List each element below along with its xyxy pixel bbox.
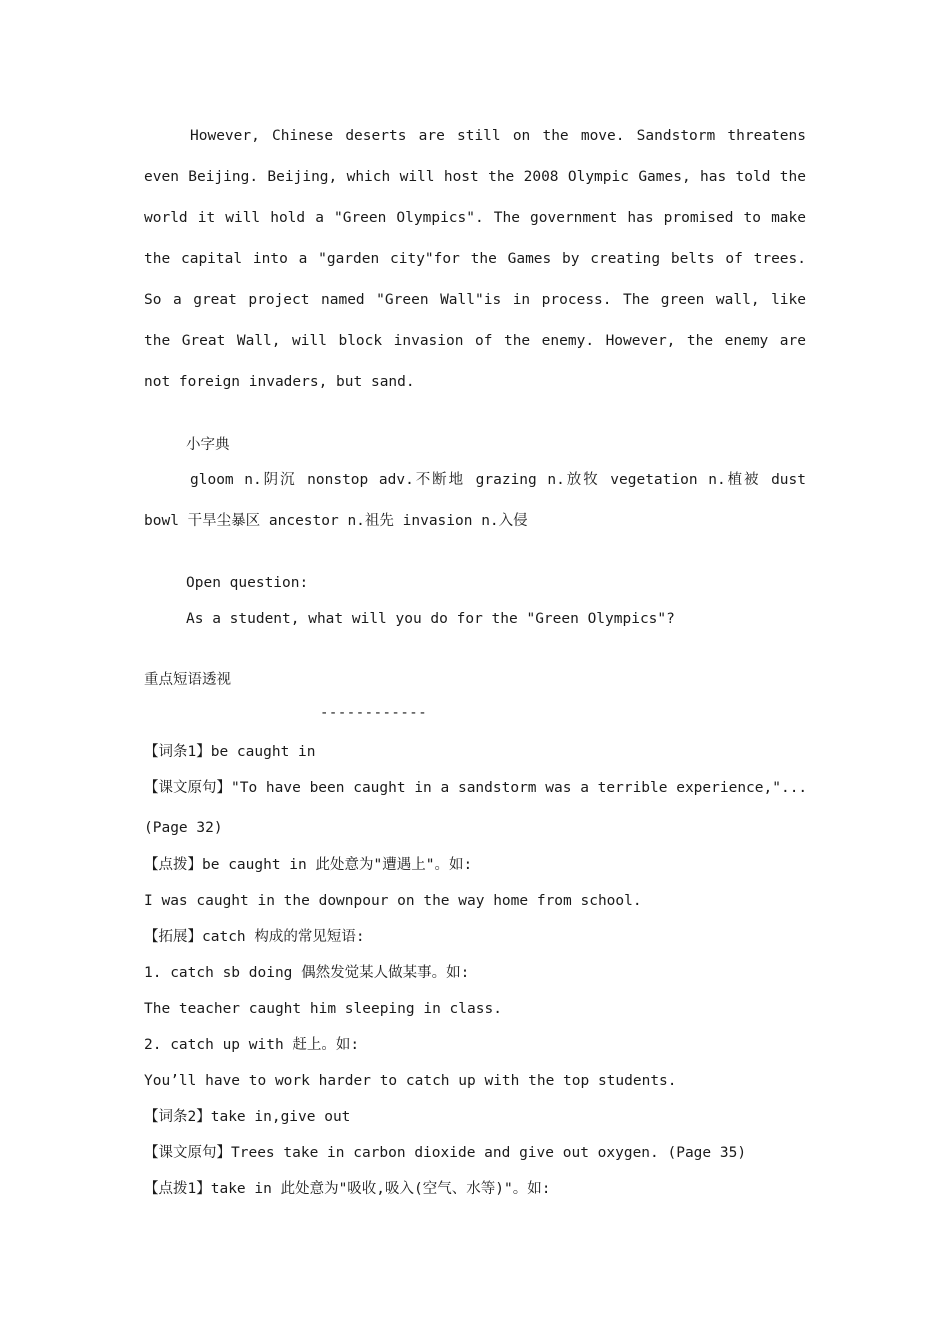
entry-extension-1: 【拓展】catch 构成的常见短语: (144, 929, 365, 945)
glossary-entries: gloom n.阴沉 nonstop adv.不断地 grazing n.放牧 vegetation n.植被 dust bowl 干旱尘暴区 ancestor n.祖先 invasion n.入侵 (144, 472, 806, 529)
section-divider: ------------ (320, 705, 428, 721)
entry-extension-example-2: You’ll have to work harder to catch up with the top students. (144, 1073, 677, 1089)
entry-extension-example-1: The teacher caught him sleeping in class. (144, 1001, 502, 1017)
entry-extension-item-2: 2. catch up with 赶上。如: (144, 1037, 360, 1053)
entry-original-sentence-2: 【课文原句】Trees take in carbon dioxide and give out oxygen. (Page 35) (144, 1145, 747, 1161)
entry-extension-item-1: 1. catch sb doing 偶然发觉某人做某事。如: (144, 965, 470, 981)
entry-page-ref-1: (Page 32) (144, 820, 223, 836)
article-paragraph: However, Chinese deserts are still on the move. Sandstorm threatens even Beijing. Beijing, which will host the 2008 Olympic Games, has told the world it will hold a "Green Olympics". The government has promised to make the capital into a "garden city"for the Games by creating belts of trees. So a great project named "Green Wall"is in process. The green wall, like the Great Wall, will block invasion of the enemy. However, the enemy are not foreign invaders, but sand. (144, 128, 806, 390)
entry-note-2: 【点拨1】take in 此处意为"吸收,吸入(空气、水等)"。如: (144, 1181, 551, 1197)
entry-note-1: 【点拨】be caught in 此处意为"遭遇上"。如: (144, 857, 473, 873)
open-question-text: As a student, what will you do for the "Green Olympics"? (186, 611, 675, 627)
entry-example-1: I was caught in the downpour on the way home from school. (144, 893, 642, 909)
glossary-title: 小字典 (186, 437, 230, 453)
entry-original-sentence-1: 【课文原句】"To have been caught in a sandstorm was a terrible experience,"... (144, 780, 808, 796)
open-question-label: Open question: (186, 575, 309, 591)
entry-heading-1: 【词条1】be caught in (144, 744, 316, 760)
section-title: 重点短语透视 (144, 672, 231, 688)
entry-heading-2: 【词条2】take in,give out (144, 1109, 351, 1125)
